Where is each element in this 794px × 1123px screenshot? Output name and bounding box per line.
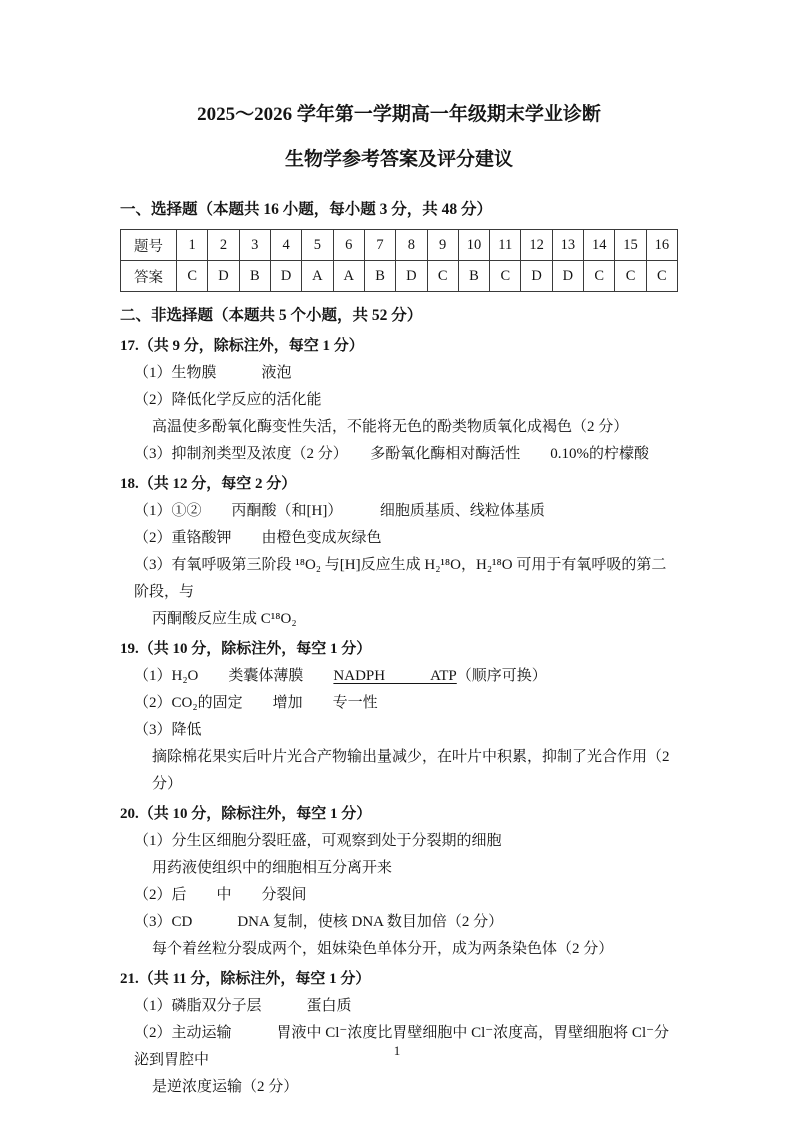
document-title: 2025～2026 学年第一学期高一年级期末学业诊断 <box>197 104 601 125</box>
question-heading: 19.（共 10 分，除标注外，每空 1 分） <box>120 641 372 657</box>
table-row-answers <box>121 261 678 292</box>
answer-line: 摘除棉花果实后叶片光合产物输出量减少，在叶片中积累，抑制了光合作用（2 分） <box>152 749 674 792</box>
answer-cell: C <box>646 261 677 292</box>
table-row-question-numbers <box>121 230 678 261</box>
answer-cell: D <box>552 261 583 292</box>
answer-line: （3）降低 <box>134 722 202 738</box>
answer-cell: C <box>177 261 208 292</box>
answer-line: （2）后 中 分裂间 <box>134 887 307 903</box>
answer-line: （1）分生区细胞分裂旺盛，可观察到处于分裂期的细胞 <box>134 833 502 849</box>
question-19 <box>120 636 678 798</box>
answer-cell: A <box>302 261 333 292</box>
answer-line: （1）生物膜 液泡 <box>134 365 292 381</box>
answer-cell: C <box>584 261 615 292</box>
answer-cell: B <box>458 261 489 292</box>
answer-cell: D <box>396 261 427 292</box>
question-heading: 18.（共 12 分，每空 2 分） <box>120 476 297 492</box>
question-number-cell: 4 <box>270 230 301 261</box>
answer-line: （1）磷脂双分子层 蛋白质 <box>134 998 352 1014</box>
section2-heading: 二、非选择题（本题共 5 个小题，共 52 分） <box>120 307 423 324</box>
answer-line: 丙酮酸反应生成 C¹⁸O₂ <box>152 611 297 627</box>
question-number-cell: 8 <box>396 230 427 261</box>
question-number-cell: 13 <box>552 230 583 261</box>
answer-line: 用药液使组织中的细胞相互分离开来 <box>152 860 393 876</box>
answer-line: （2）主动运输 胃液中 Cl⁻浓度比胃壁细胞中 Cl⁻浓度高，胃壁细胞将 Cl⁻分泌到胃腔中 <box>134 1025 670 1068</box>
answer-line: （1）①② 丙酮酸（和[H]） 细胞质基质、线粒体基质 <box>134 503 545 519</box>
answer-line: （3）抑制剂类型及浓度（2 分） 多酚氧化酶相对酶活性 0.10%的柠檬酸 <box>134 446 649 462</box>
answer-cell: C <box>615 261 646 292</box>
answer-text: （顺序可换） <box>456 668 547 684</box>
question-heading: 17.（共 9 分，除标注外，每空 1 分） <box>120 338 364 354</box>
answer-line: （2）重铬酸钾 由橙色变成灰绿色 <box>134 530 382 546</box>
question-number-cell: 9 <box>427 230 458 261</box>
answers-table <box>120 229 678 292</box>
answer-cell: B <box>239 261 270 292</box>
question-number-cell: 6 <box>333 230 364 261</box>
underlined-answer: NADPH ATP <box>333 668 457 684</box>
answer-cell: B <box>364 261 395 292</box>
question-heading: 20.（共 10 分，除标注外，每空 1 分） <box>120 806 372 822</box>
answer-line: （2）CO₂的固定 增加 专一性 <box>134 695 378 711</box>
question-number-cell: 2 <box>208 230 239 261</box>
answer-cell: D <box>208 261 239 292</box>
answer-text: （1）H₂O 类囊体薄膜 <box>134 668 334 684</box>
question-number-cell: 7 <box>364 230 395 261</box>
page-number: 1 <box>393 1043 401 1058</box>
answer-line: （3）有氧呼吸第三阶段 ¹⁸O₂ 与[H]反应生成 H₂¹⁸O，H₂¹⁸O 可用于有氧呼吸的第二阶段，与 <box>134 557 667 600</box>
question-17 <box>120 333 678 468</box>
question-number-cell: 12 <box>521 230 552 261</box>
answer-cell: C <box>490 261 521 292</box>
question-number-cell: 14 <box>584 230 615 261</box>
question-number-cell: 1 <box>177 230 208 261</box>
question-18 <box>120 471 678 633</box>
question-number-cell: 3 <box>239 230 270 261</box>
question-number-cell: 16 <box>646 230 677 261</box>
answer-cell: D <box>521 261 552 292</box>
question-number-cell: 15 <box>615 230 646 261</box>
answer-line: 每个着丝粒分裂成两个，姐妹染色单体分开，成为两条染色体（2 分） <box>152 941 614 957</box>
answer-line-with-underline <box>120 663 678 690</box>
question-number-cell: 5 <box>302 230 333 261</box>
answer-line: 高温使多酚氧化酶变性失活，不能将无色的酚类物质氧化成褐色（2 分） <box>152 419 629 435</box>
question-number-cell: 10 <box>458 230 489 261</box>
answer-cell: D <box>270 261 301 292</box>
question-21 <box>120 966 678 1101</box>
answer-cell: A <box>333 261 364 292</box>
answer-line: （2）降低化学反应的活化能 <box>134 392 322 408</box>
section1-heading: 一、选择题（本题共 16 小题，每小题 3 分，共 48 分） <box>120 201 493 218</box>
table-header-cell: 答案 <box>121 261 177 292</box>
document-subtitle: 生物学参考答案及评分建议 <box>284 149 513 170</box>
table-header-cell: 题号 <box>121 230 177 261</box>
answer-line: 是逆浓度运输（2 分） <box>152 1079 299 1095</box>
question-number-cell: 11 <box>490 230 521 261</box>
question-heading: 21.（共 11 分，除标注外，每空 1 分） <box>120 971 371 987</box>
question-20 <box>120 801 678 963</box>
answer-line: （3）CD DNA 复制，使核 DNA 数目加倍（2 分） <box>134 914 504 930</box>
answer-cell: C <box>427 261 458 292</box>
